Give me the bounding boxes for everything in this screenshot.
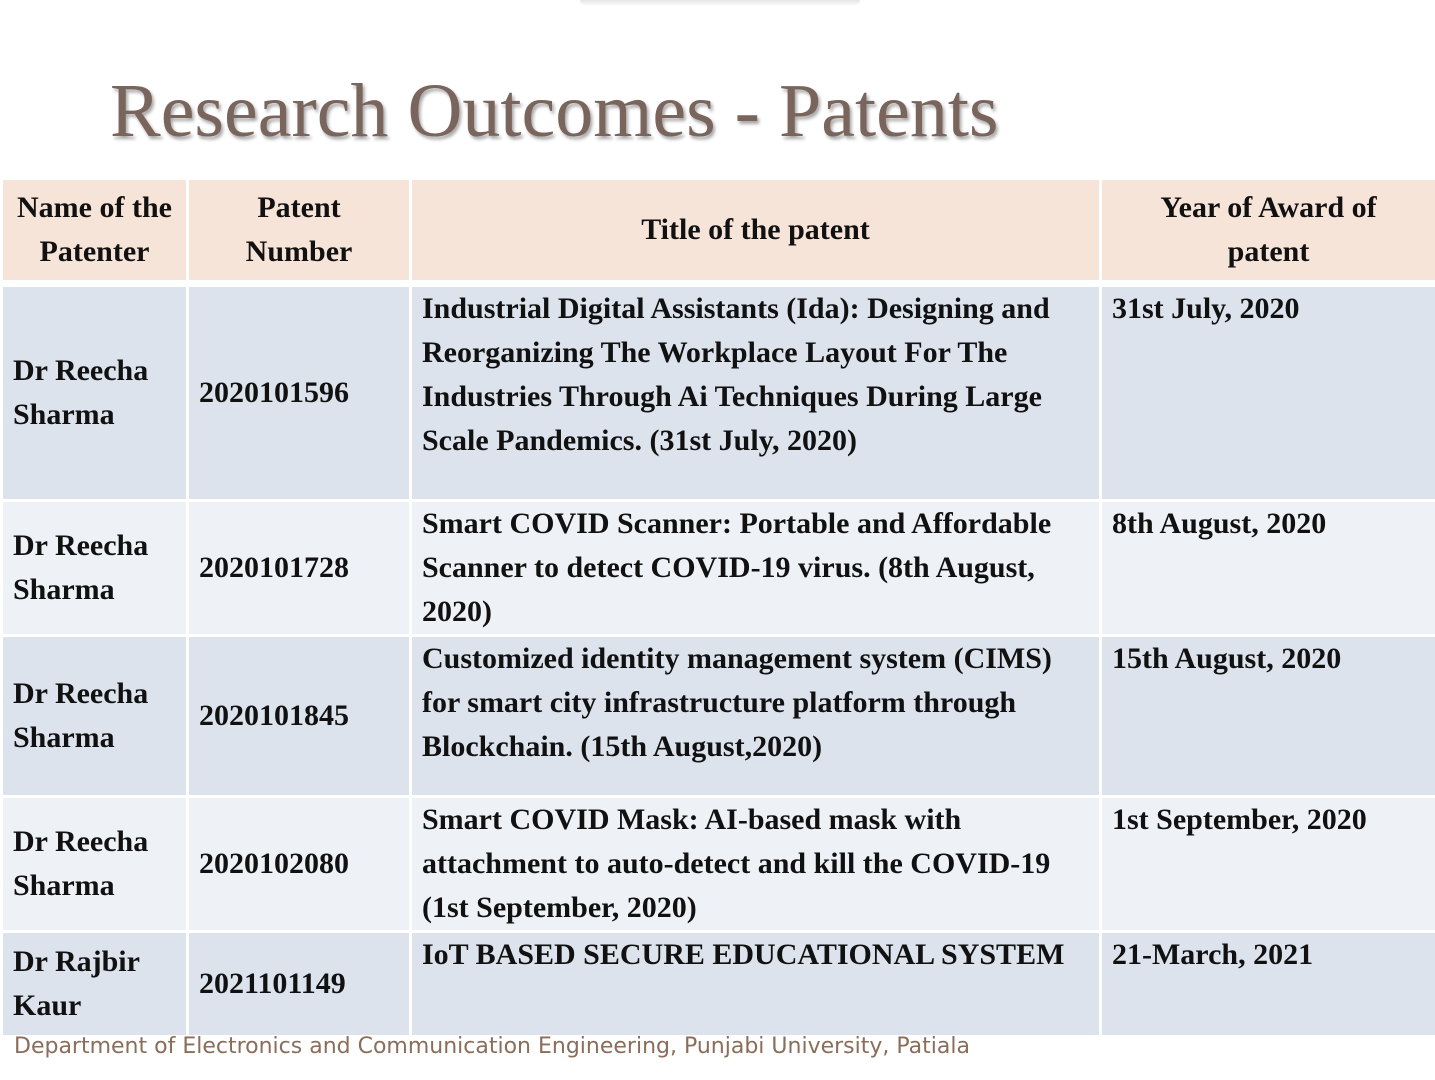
award-year-cell: 31st July, 2020 (1101, 284, 1435, 501)
table-row (2, 932, 1435, 1037)
patenter-name-cell (2, 636, 188, 797)
patent-title-cell: Smart COVID Scanner: Portable and Affordable Scanner to detect COVID-19 virus. (8th August, 2020) (411, 501, 1101, 636)
patenter-name: Kaur (13, 989, 82, 1022)
header-text: Year of Award of (1160, 191, 1377, 224)
patent-title-cell: Smart COVID Mask: AI-based mask with attachment to auto-detect and kill the COVID-19 (1st September, 2020) (411, 797, 1101, 932)
table-row (2, 797, 1435, 932)
header-patenter-name (2, 179, 188, 284)
table-row (2, 284, 1435, 501)
page-title: Research Outcomes - Patents (110, 69, 999, 153)
patenter-name-cell (2, 932, 188, 1037)
table-row (2, 636, 1435, 797)
header-text: Patenter (39, 235, 150, 268)
patent-number-cell: 2020101845 (188, 636, 411, 797)
award-year-cell: 15th August, 2020 (1101, 636, 1435, 797)
header-text: Number (245, 235, 353, 268)
header-patent-number (188, 179, 411, 284)
patenter-name: Dr Reecha (13, 677, 149, 710)
award-year-cell: 21-March, 2021 (1101, 932, 1435, 1037)
patenter-name-cell (2, 284, 188, 501)
award-year-cell: 8th August, 2020 (1101, 501, 1435, 636)
table-row (2, 501, 1435, 636)
header-text: Name of the (17, 191, 172, 224)
patent-number-cell: 2020101728 (188, 501, 411, 636)
slide-footer: Department of Electronics and Communication Engineering, Punjabi University, Patiala (14, 1034, 970, 1059)
patent-title-cell: Industrial Digital Assistants (Ida): Designing and Reorganizing The Workplace Layout For The Industries Through Ai Techniques During Large Scale Pandemics. (31st July, 2020) (411, 284, 1101, 501)
patenter-name: Dr Rajbir (13, 945, 140, 978)
patent-title-cell: IoT BASED SECURE EDUCATIONAL SYSTEM (411, 932, 1101, 1037)
patenter-name: Sharma (13, 573, 115, 606)
patent-number-cell: 2020101596 (188, 284, 411, 501)
header-award-year (1101, 179, 1435, 284)
patenter-name: Dr Reecha (13, 354, 149, 387)
patenter-name: Sharma (13, 721, 115, 754)
patenter-name-cell (2, 797, 188, 932)
header-text: Patent (257, 191, 341, 224)
header-text: Title of the patent (641, 213, 870, 246)
top-decoration (580, 0, 860, 6)
table-header-row (2, 179, 1435, 284)
patent-number-cell: 2020102080 (188, 797, 411, 932)
header-patent-title (411, 179, 1101, 284)
patent-title-cell: Customized identity management system (CIMS) for smart city infrastructure platform through Blockchain. (15th August,2020) (411, 636, 1101, 797)
patents-table (0, 177, 1435, 1038)
patenter-name: Sharma (13, 398, 115, 431)
patenter-name: Dr Reecha (13, 825, 149, 858)
patenter-name: Sharma (13, 869, 115, 902)
award-year-cell: 1st September, 2020 (1101, 797, 1435, 932)
header-text: patent (1227, 235, 1310, 268)
patenter-name: Dr Reecha (13, 529, 149, 562)
patent-number-cell: 2021101149 (188, 932, 411, 1037)
patenter-name-cell (2, 501, 188, 636)
